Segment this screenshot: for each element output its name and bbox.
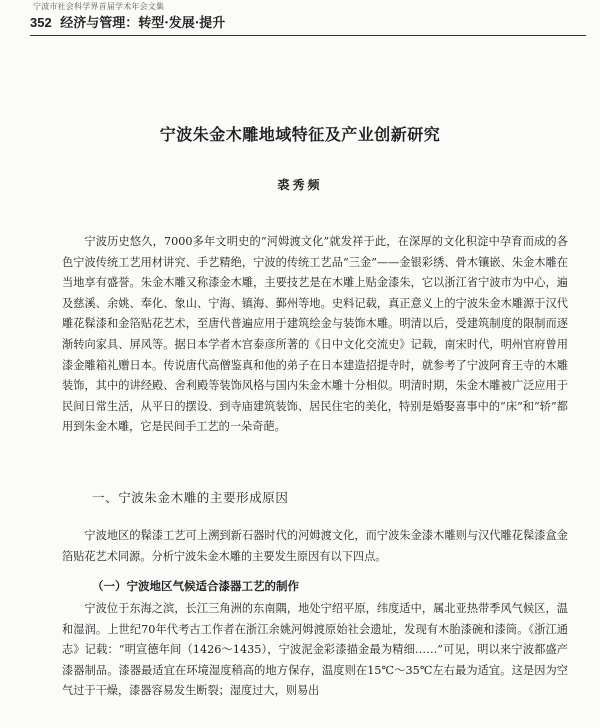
section-paragraph: 宁波地区的髹漆工艺可上溯到新石器时代的河姆渡文化，而宁波朱金漆木雕则与汉代雕花髹漆盒金箔贴花艺术同源。分析宁波朱金木雕的主要发生原因有以下四点。 (62, 529, 568, 563)
collection-title: 宁波市社会科学界首届学术年会文集 (33, 2, 165, 11)
running-header (30, 12, 225, 31)
intro-paragraph: 宁波历史悠久，7000多年文明史的“河姆渡文化”就发祥于此，在深厚的文化积淀中孕育而成的各色宁波传统工艺用材讲究、手艺精绝，宁波的传统工艺品“三金”——金银彩绣、骨木镶嵌、朱金木雕在当地享有盛誉。朱金木雕又称漆金木雕，主要技艺是在木雕上贴金漆朱，它以浙江省宁波市为中心，遍及慈溪、余姚、奉化、象山、宁海、镇海、鄞州等地。史料记载，真正意义上的宁波朱金木雕源于汉代雕花髹漆和金箔贴花艺术，至唐代普遍应用于建筑绘金与装饰木雕。明清以后，受建筑制度的限制而逐渐转向家具、屏风等。据日本学者木宫泰彦所著的《日中文化交流史》记载，南宋时代，明州官府曾用漆金雕箱礼赠日本。传说唐代高僧鉴真和他的弟子在日本建造招提寺时，就参考了宁波阿育王寺的木雕装饰，其中的讲经殿、舍利殿等装饰风格与国内朱金木雕十分相似。明清时期，朱金木雕被广泛应用于民间日常生活，从平日的摆设、到寺庙建筑装饰、居民住宅的美化，特别是婚娶喜事中的“床”和“轿”都用到朱金木雕，它是民间手工艺的一朵奇葩。 (62, 235, 568, 434)
article-title: 宁波朱金木雕地域特征及产业创新研究 (159, 125, 441, 144)
section-heading: 一、宁波朱金木雕的主要形成原因 (92, 490, 289, 505)
page-number: 352 (30, 15, 52, 30)
header-rule (30, 35, 586, 36)
article-author: 裘秀频 (277, 178, 323, 192)
section-running-title: 经济与管理：转型·发展·提升 (60, 16, 226, 31)
subsection-paragraph: 宁波位于东海之滨，长江三角洲的东南隅，地处宁绍平原，纬度适中，属北亚热带季风气候区，温和湿润。上世纪70年代考古工作者在浙江余姚河姆渡原始社会遗址，发现有木胎漆碗和漆筒。《浙江通志》记载：“明宣德年间（1426～1435），宁波泥金彩漆描金最为精细……”可见，明以来宁波都盛产漆器制品。漆器最适宜在环境湿度稍高的地方保存，温度则在15℃～35℃左右最为适宜。这是因为空气过于干燥，漆器容易发生断裂；湿度过大，则易出 (62, 602, 568, 698)
subsection-heading: （一）宁波地区气候适合漆器工艺的制作 (92, 579, 299, 593)
